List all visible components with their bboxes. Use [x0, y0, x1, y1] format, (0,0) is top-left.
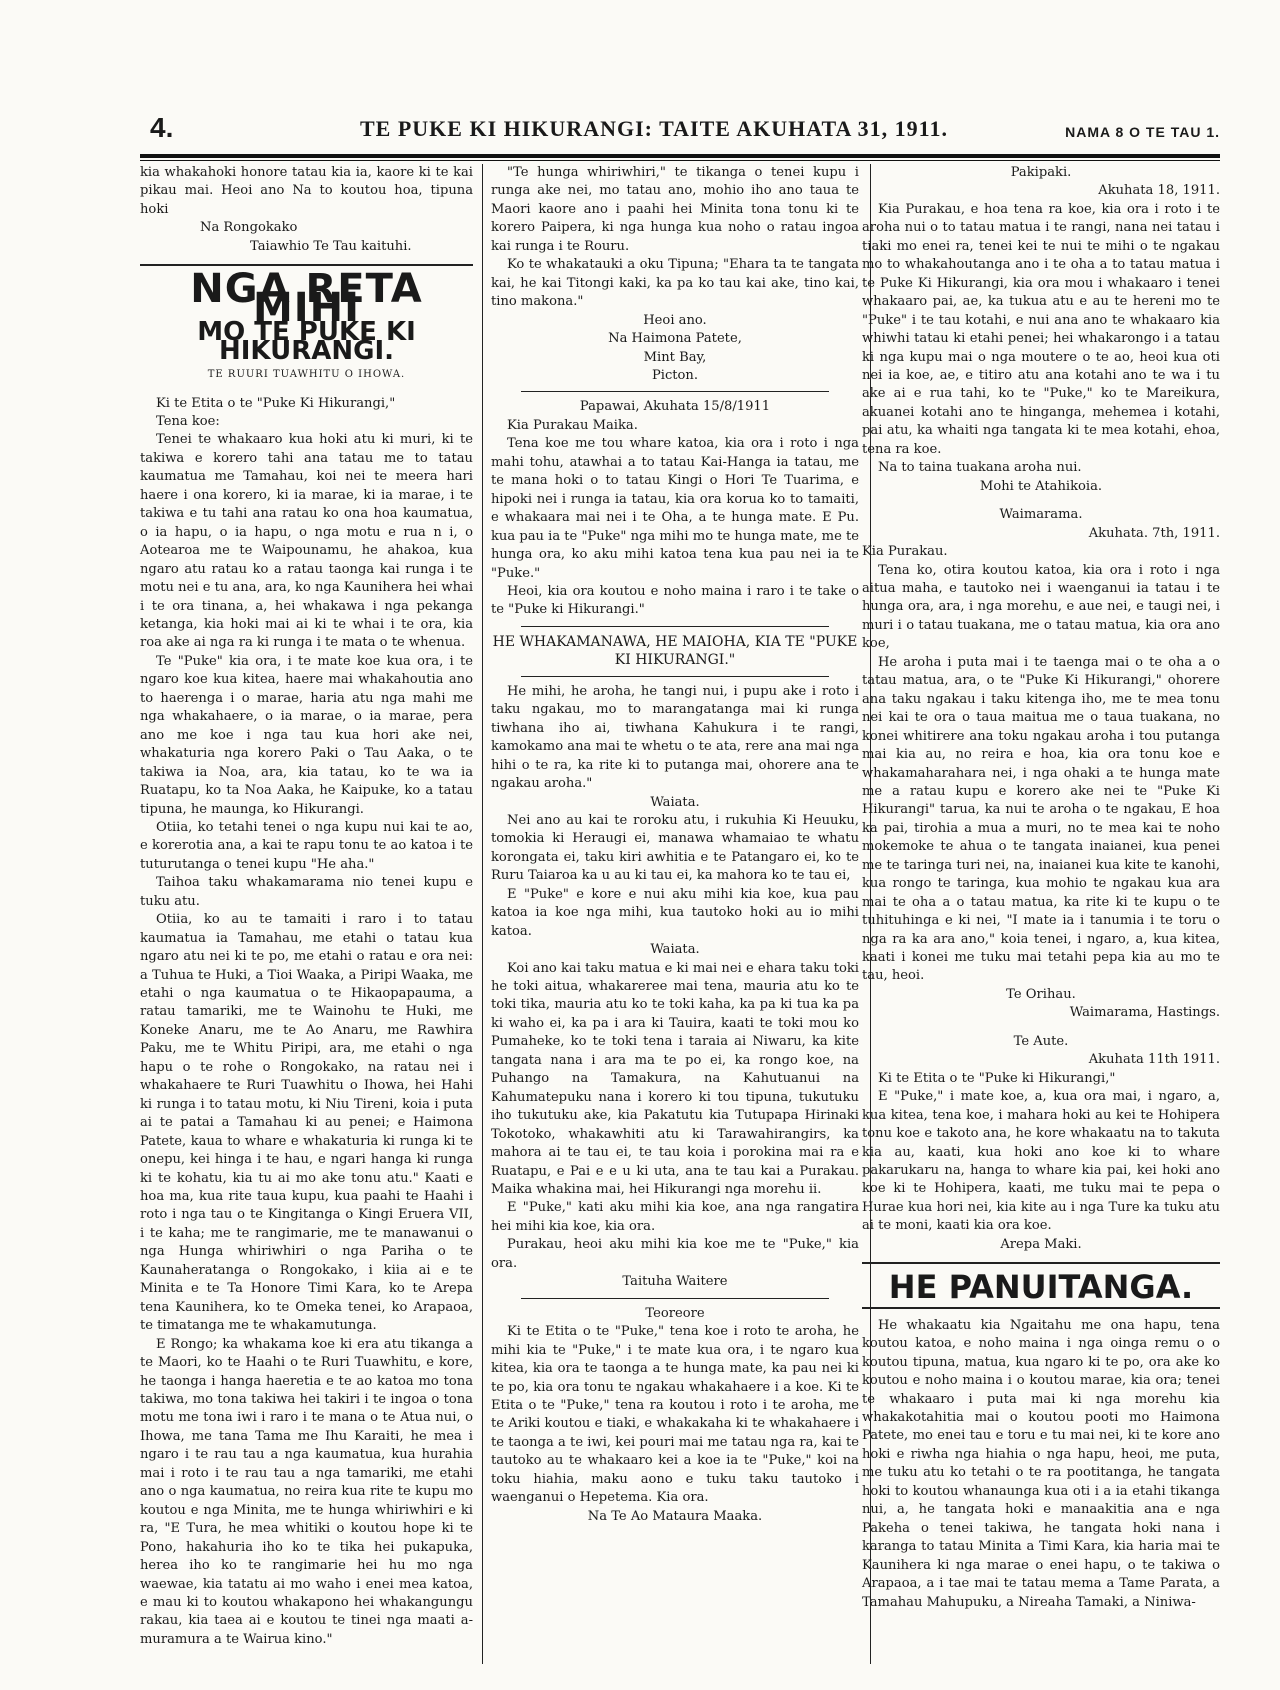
column-1: [140, 164, 473, 1649]
issue-number: NAMA 8 O TE TAU 1.: [1065, 124, 1220, 140]
divider: [521, 1298, 829, 1299]
column-divider-1: [482, 164, 483, 1664]
divider: [521, 676, 829, 677]
section-subheading: MO TE PUKE KI HIKURANGI.: [197, 317, 416, 366]
signature-place: Waimarama, Hastings.: [1069, 1005, 1220, 1021]
letter-dateline: Akuhata 18, 1911.: [1098, 183, 1220, 199]
intro-text: kia whakahoki honore tatau kia ia, kaore ki te kai pikau mai. Heoi ano Na to koutou hoa, tipuna hoki: [140, 165, 473, 217]
spacer: [862, 496, 1220, 506]
paragraph: Ki te Etita o te "Puke," tena koe i roto te aroha, he mihi kia te "Puke," i te mate kua ora, i te ngaro kua kitea, kia ora te taonga a te hunga mate, ka pau nei ki te po, kia ora tonu te ngakau whakahaere i a koe. Ki te Etita o te "Puke," tena ra koutou i roto i te aroha, me te Ariki koutou e tiaki, e whakakaha ki te whakahaere i te taonga a te iwi, kei pouri mai me tatau nga ra, kai te tautoko au te whakaaro kei a koe ia te "Puke," koi na toku hiahia, maku aono e tuku taku tautoko i waenganui o Hepetema. Kia ora.: [491, 1324, 859, 1506]
letter-dateline: Papawai, Akuhata 15/8/1911: [579, 399, 771, 415]
masthead-rule: [140, 154, 1220, 158]
paragraph: He whakaatu kia Ngaitahu me ona hapu, tena koutou katoa, e noho maina i nga oinga remu o o koutou tipuna, matua, kua ngaro ki te po, ora ake ko koutou e noho maina i o koutou marae, kia ora; tenei te whakaaro i puta mai ki nga morehu kia whakakotahitia mai o koutou pooti mo Haimona Patete, mo enei tau e toru e tu mai nei, ki te kore ano hoki e riwha nga hiahia o nga hapu, heoi, me puta, me tuku atu ko tetahi o te ra pootitanga, he tangata hoki to koutou whanaunga kua oti i a ia etahi tikanga nui, a, he tangata hoki e manaakitia ana e nga Pakeha o tenei takiwa, he tangata hoki nana i karanga to tatau Minita a Timi Kara, kia haria mai te Kaunihera ki nga marae o enei hapu, o te takiwa o Arapaoa, a i tae mai te tatau mema a Tame Parata, a Tamahau Mahupuku, a Nireaha Tamaki, a Niniwa-: [862, 1317, 1220, 1610]
signature: Na Te Ao Mataura Maaka.: [587, 1508, 763, 1524]
page-number: 4.: [150, 112, 174, 143]
spacer: [862, 1023, 1220, 1033]
paragraph: Koi ano kai taku matua e ki mai nei e ehara taku toki he toki aitua, whakareree mai tena, mauria atu ko te toki tika, mauria atu ko te toki kaha, ka pa ki tua ka pa ki waho ei, ka pa i ara ki Tauira, kaati te toki mou ko Pumaheke, ko te toki tena i taraia ai Niwaru, ka kite tangata nana i ara ma te po ei, ka rongo koe, na Puhango na Tamakura, na Kahutuanui na Kahumatepuku nana i korero ki tou tipuna, tukutuku iho tukutuku ake, kia Pakatutu kia Tutupapa Hirinaki Tokotoko, whakawhiti atu ki Tarawahirangirs, ka mahora ai te tau ei, te tau koia i porokina mai ra e Ruatapu, e Pai e e u ki uta, ana te tau kai a Purakau. Maika whakina mai, hei Hikurangi nga morehu ii.: [491, 960, 859, 1198]
signature-place: Picton.: [651, 367, 699, 383]
paragraph: Na to taina tuakana aroha nui.: [878, 460, 1082, 476]
letter-dateline: Akuhata. 7th, 1911.: [1088, 525, 1220, 541]
paragraph: Ko te whakatauki a oku Tipuna; "Ehara ta te tangata kai, he kai Titongi kaki, ka pa ko tau kai ake, tino kai, tino makona.": [491, 257, 859, 310]
signature: Taituha Waitere: [622, 1274, 728, 1290]
letter-heading: Teoreore: [645, 1305, 705, 1321]
paragraph: Te "Puke" kia ora, i te mate koe kua ora, i te ngaro koe kua kitea, haere mai whakahoutia ano to haerenga i o marae, haria atu nga mahi me nga whakahaere, o ia marae, o ia marae, pera ano me koe i nga tau kua hori ake nei, whakaturia nga korero Paki o Tau Aaka, o te takiwa ia Noa, ara, kia tatau, ko te wa ia Ruatapu, ko ta Noa Aaka, he Kaipuke, ko a tatau tipuna, he maunga, ko Hikurangi.: [140, 653, 473, 817]
intro-signature-2: Taiawhio Te Tau kaituhi.: [250, 238, 412, 254]
paragraph: E Rongo; ka whakama koe ki era atu tikanga a te Maori, ko te Haahi o te Ruri Tuawhitu, e kore, he taonga i hanga haeretia e te ao katoa mo tona takiwa, mo tona takiwa hei takiri i te ingoa o tona motu me tona iwi i raro i te mana o te Atua nui, o Ihowa, me tana Tama me Ihu Karaiti, he mea i ngaro i te rau tau a nga kaumatua, kua hurahia mai i roto i te rau tau a nga tamariki, me etahi ano o nga kaumatua, no reira kua rite te kupu mo koutou e nga Minita, me te hunga whiriwhiri e ki ra, "E Tura, he mea whitiki o koutou hope ki te Pono, hakahuria iho ko te tika hei pukapuka, herea iho ko te rangimarie hei hu mo nga waewae, kia tatatu ai mo waho i enei mea katoa, e mau ki to koutou whakapono hei whakangungu rakau, kia taea ai e koutou te tinei nga maati a-muramura a te Wairua kino.": [140, 1336, 473, 1647]
paragraph: Otiia, ko tetahi tenei o nga kupu nui kai te ao, e korerotia ana, a kai te rapu tonu te ao katoa i te tuturutanga o tenei kupu "He aha.": [140, 819, 473, 872]
paragraph: Purakau, heoi aku mihi kia koe me te "Puke," kia ora.: [491, 1237, 859, 1271]
paragraph: Taihoa taku whakamarama nio tenei kupu e tuku atu.: [140, 875, 473, 909]
signature: Te Orihau.: [1006, 986, 1076, 1002]
letter-heading: Waimarama.: [999, 507, 1083, 523]
signature-place: Mint Bay,: [643, 349, 707, 365]
letter-greeting: Kia Purakau.: [862, 544, 948, 560]
paragraph: Kia Purakau, e hoa tena ra koe, kia ora i roto i te aroha nui o to tatau matua i te rangi, nana nei tatau i tiaki mo enei ra, tenei kei te nui te mihi o te ngakau mo to whakahoutanga ano i te oha a to tatau matua i te Puke Ki Hikurangi, kia ora mou i whakaaro i tenei whakaaro pai, ae, ka tukua atu e au te hereni mo te "Puke" i te tau kotahi, e nui ana ano te whakaaro kia whiwhi tatau ki etahi penei; hei whakarongo i a tatau ki nga kupu mai o nga moutere o te ao, heoi kua oti nei ia koe, ae, e titiro atu ana kotahi ano te wa i tu ake ai e rua tahi, ko te "Puke," ko te Mareikura, akuanei kotahi ano te hinganga, mehemea i kotahi, pai atu, ka whaiti nga tangata ki te mea kotahi, ehoa, tena ra koe.: [862, 201, 1220, 457]
paragraph: E "Puke," kati aku mihi kia koe, ana nga rangatira hei mihi kia koe, kia ora.: [491, 1200, 859, 1234]
letter-greeting: Ki te Etita o te "Puke ki Hikurangi,": [878, 1070, 1116, 1086]
masthead: [150, 112, 1220, 152]
section-heading: HE WHAKAMANAWA, HE MAIOHA, KIA TE "PUKE KI HIKURANGI.": [492, 633, 858, 669]
divider: [521, 391, 829, 392]
divider: [521, 626, 829, 627]
signature: Arepa Maki.: [1000, 1236, 1082, 1252]
column-2: [491, 164, 859, 1526]
divider: [862, 1307, 1220, 1309]
masthead-rule-thin: [140, 160, 1220, 161]
letter-salutation-2: Tena koe:: [156, 413, 220, 429]
letter-heading: Pakipaki.: [1010, 165, 1072, 180]
notice-heading: HE PANUITANGA.: [888, 1268, 1194, 1307]
paragraph: Tenei te whakaaro kua hoki atu ki muri, ki te takiwa e korero tahi ana tatau me to tatau kaumatua me Tamahau, koi nei te meera hari haere i ona korero, ki ia marae, ki ia marae, i te takiwa e tu tahi ana ratau ko ona hoa kaumatua, o ia hapu, o ia hapu, o nga motu e rua n i, o Aotearoa me te Waipounamu, he ahakoa, kua ngaro atu ratau ko a ratau taonga kai runga i te motu nei e tu ana, ara, ko nga Kaunihera hei whai i te ora tinana, a, hei whakawa i nga pekanga ketanga, kia hoki mai ai ki te whai i te ora, kia roa ake ai nga ra ki runga i te mata o te whenua.: [140, 432, 474, 651]
paragraph: "Te hunga whiriwhiri," te tikanga o tenei kupu i runga ake nei, mo tatau ano, mohio iho ano taua te Maori kaore ano i paahi hei Minita tona tonu ki te korero Paipera, ki nga hunga kua noho o ratau ingoa kai runga i te Rouru.: [491, 165, 859, 254]
divider: [862, 1262, 1220, 1264]
signature-heoi: Heoi ano.: [643, 312, 707, 328]
waiata-title: Waiata.: [650, 942, 700, 958]
newspaper-title: TE PUKE KI HIKURANGI: TAITE AKUHATA 31, 1911.: [360, 116, 948, 141]
paragraph: E "Puke" e kore e nui aku mihi kia koe, kua pau katoa ia koe nga mihi, kua tautoko hoki au io mihi katoa.: [491, 886, 859, 939]
paragraph: He mihi, he aroha, he tangi nui, i pupu ake i roto i taku ngakau, mo to marangatanga mai ki runga tiwhana iho ai, tiwhana Kahukura i te rangi, kamokamo ana mai te whetu o te ata, rere ana mai nga hihi o te ra, ka rite ki to putanga mai, ohorere ana te ngakau aroha.": [491, 683, 859, 792]
paragraph: He aroha i puta mai i te taenga mai o te oha a o tatau matua, ara, o te "Puke Ki Hikurangi," ohorere ana taku ngakau i taku kitenga iho, me te mea tonu nei kai te ora o taua maitua me o taua tuakana, no konei whitirere ana toku ngakau aroha i tou putanga mai kia au, no reira e hoa, kia ora tonu koe e whakamaharahara nei, i nga ohaki a te hunga mate me a ratau kupu e korero ake nei te "Puke Ki Hikurangi" tarua, ka nui te aroha o te ngakau, E hoa ka pai, tirohia a mua a muri, no te mea kai te noho mokemoke te ahua o te tangata inaianei, kua penei me te taringa turi nei, na, inaianei kua kite te kanohi, kua rongo te taringa, kua mohio te ngakau kua ara mai te oha a o tatau matua, ka rite ki te kupu o te tuhituhinga e ki nei, "I mate ia i tanumia i te toru o nga ra ka ara ano," koia tenei, i ngaro, a, kua kitea, kaati i konei me tuku mai tetahi pepa kia au mo te tau, heoi.: [862, 654, 1220, 984]
letter-heading: Te Aute.: [1013, 1033, 1069, 1049]
intro-signature: Na Rongokako: [200, 220, 298, 236]
paragraph: Otiia, ko au te tamaiti i raro i to tatau kaumatua ia Tamahau, me etahi o tatau kua ngaro atu nei ki te po, me etahi o ratau e ora nei: a Tuhua te Huki, a Tioi Waaka, a Piripi Waaka, me etahi o nga kaumatua o te Hikaopapauma, a ratau tamariki, me te Wainohu te Huki, me Koneke Anaru, me te Ao Anaru, me Rawhira Paku, me te Whitu Piripi, ara, me etahi o nga hapu o te rohe o Rongokako, na ratau nei i whakahaere te Ruri Tuawhitu o Ihowa, hei Hahi ki runga i to tatau motu, ki Niu Tireni, koia i puta ai te patai a Tamahau ki au penei; e Haimona Patete, kaua to whare e whakaturia ki runga ki te onepu, kei hinga i te hau, e ngari hanga ki runga ki te kohatu, kia tu ai mo ake tonu atu." Kaati e hoa ma, kua rite taua kupu, kua paahi te Haahi i roto i nga tau o te Kingitanga o Kingi Eruera VII, i te kaha; me te rangimarie, me te manawanui o nga Hunga whiriwhiri o nga Pariha o te Kaunaheratanga o Rongokako, i kiia ai e te Minita e te Ta Honore Timi Kara, ko te Arepa tena Kaunihera, ko te Omeka tenei, ko Arapaoa, te timatanga me te whakamutunga.: [140, 912, 473, 1334]
column-3: [862, 164, 1220, 1612]
paragraph: E "Puke," i mate koe, a, kua ora mai, i ngaro, a, kua kitea, tena koe, i mahara hoki au kei te Hohipera tonu koe e takoto ana, he kore whakaatu na to takuta kia au, kaati, kua hoki ano koe ki to whare pakarukaru na, hanga to whare kia pai, kei hoki ano koe ki te Hohipera, kaati, me tuku mai te pepa o Hurae kua hori nei, kia kite au i nga Ture ka tuku atu ai te moni, kaati kia ora koe.: [862, 1089, 1220, 1234]
signature: Mohi te Atahikoia.: [979, 478, 1103, 494]
paragraph: Tena ko, otira koutou katoa, kia ora i roto i nga aitua maha, e tautoko nei i waenganui ia tatau i te hunga ora, ara, i nga morehu, e aue nei, e taugi nei, i muri i o tatau tuakana, me o tatau matua, kia ora ano koe,: [862, 562, 1220, 652]
paragraph: Tena koe me tou whare katoa, kia ora i roto i nga mahi tohu, atawhai a to tatau Kai-Hanga ia tatau, me te mana hoki o to tatau Kingi o Hori Te Tuarima, e hipoki nei i runga ia tatau, kia ora korua ko to tamaiti, e whakaara mai nei i te Oha, a te hunga mate. E Pu. kua pau ia te "Puke" nga mihi mo te hunga mate, me te hunga ora, ko aku mihi katoa tena kua pau nei ia te "Puke.": [491, 436, 859, 581]
letter-salutation: Ki te Etita o te "Puke Ki Hikurangi,": [156, 395, 396, 411]
paragraph: Heoi, kia ora koutou e noho maina i raro i te take o te "Puke ki Hikurangi.": [491, 583, 859, 618]
letter-source: TE RUURI TUAWHITU O IHOWA.: [207, 369, 406, 381]
letter-dateline: Akuhata 11th 1911.: [1088, 1052, 1220, 1068]
paragraph: Nei ano au kai te roroku atu, i rukuhia Ki Heuuku, tomokia ki Heraugi ei, manawa whamaiao te whatu korongata ei, taku kiri awhitia e te Patangaro ei, ko te Ruru Taiaroa ka u au ki tau ei, ka mahora ko te tau ei,: [491, 812, 859, 884]
signature-name: Na Haimona Patete,: [608, 331, 742, 347]
section-heading: NGA RETA MIHI: [190, 266, 423, 331]
letter-greeting: Kia Purakau Maika.: [507, 417, 638, 433]
waiata-title: Waiata.: [650, 794, 700, 810]
